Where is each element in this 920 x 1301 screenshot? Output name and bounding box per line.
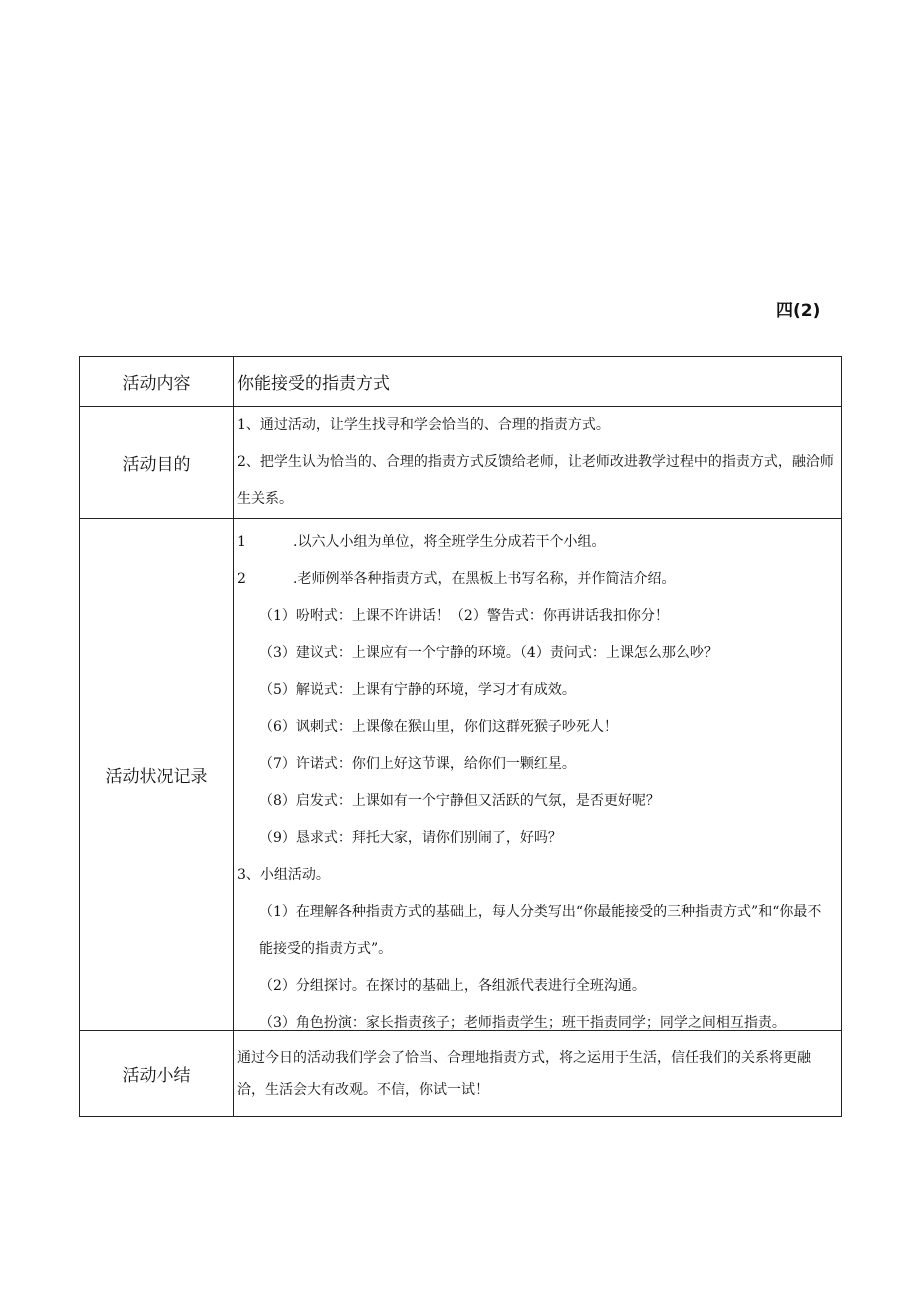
record-step-text: .以六人小组为单位，将全班学生分成若干个小组。	[293, 534, 606, 550]
row-label: 活动小结	[80, 1031, 234, 1117]
page-code: 四(2)	[776, 301, 821, 321]
activity-table	[79, 356, 842, 1117]
row-content	[80, 357, 842, 407]
activity-topic: 你能接受的指责方式	[234, 357, 842, 407]
record-line: （9）恳求式：拜托大家，请你们别闹了，好吗？	[259, 830, 562, 846]
record-cell	[234, 519, 842, 1031]
record-line: （3）建议式：上课应有一个宁静的环境。（4）责问式：上课怎么那么吵？	[259, 645, 718, 661]
record-line: （7）许诺式：你们上好这节课，给你们一颗红星。	[259, 756, 576, 772]
row-label: 活动状况记录	[80, 519, 234, 1031]
purpose-cell	[234, 407, 842, 519]
record-line: （2）分组探讨。在探讨的基础上，各组派代表进行全班沟通。	[259, 978, 646, 994]
record-line: （1）在理解各种指责方式的基础上，每人分类写出“你最能接受的三种指责方式”和“你最不能接受的指责方式”。	[259, 904, 822, 957]
purpose-line: 1、通过活动，让学生找寻和学会恰当的、合理的指责方式。	[237, 417, 610, 433]
record-line: （1）吩咐式：上课不许讲话！（2）警告式：你再讲话我扣你分！	[259, 608, 669, 624]
row-label: 活动目的	[80, 407, 234, 519]
record-line: （6）讽刺式：上课像在猴山里，你们这群死猴子吵死人！	[259, 719, 618, 735]
row-summary	[80, 1031, 842, 1117]
purpose-line: 2、把学生认为恰当的、合理的指责方式反馈给老师，让老师改进教学过程中的指责方式，融洽师生关系。	[237, 454, 834, 507]
row-record	[80, 519, 842, 1031]
row-label: 活动内容	[80, 357, 234, 407]
record-line: （3）角色扮演：家长指责孩子；老师指责学生；班干指责同学；同学之间相互指责。	[259, 1015, 786, 1030]
summary-cell	[234, 1031, 842, 1117]
record-line: （8）启发式：上课如有一个宁静但又活跃的气氛，是否更好呢？	[259, 793, 660, 809]
record-line	[237, 561, 835, 598]
record-line	[237, 524, 835, 561]
record-step-text: .老师例举各种指责方式，在黑板上书写名称，并作简洁介绍。	[293, 571, 676, 587]
record-step-number: 1	[237, 534, 246, 550]
record-line: 3、小组活动。	[237, 867, 330, 883]
summary-text: 通过今日的活动我们学会了恰当、合理地指责方式，将之运用于生活，信任我们的关系将更融洽，生活会大有改观。不信，你试一试！	[237, 1049, 811, 1098]
row-purpose	[80, 407, 842, 519]
record-line: （5）解说式：上课有宁静的环境，学习才有成效。	[259, 682, 576, 698]
record-step-number: 2	[237, 571, 246, 587]
